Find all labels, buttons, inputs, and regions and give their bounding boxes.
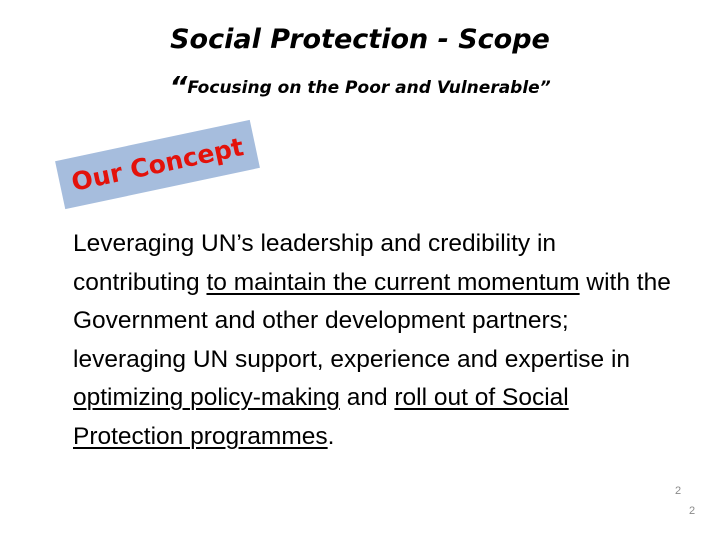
body-segment: Leveraging UN’s leadership and credibility in contributing <box>73 230 557 296</box>
body-segment-underlined: to maintain the current momentum <box>206 268 580 296</box>
subtitle-open-quote: “ <box>169 70 188 103</box>
body-paragraph <box>73 225 673 456</box>
badge-label: Our Concept <box>68 132 247 197</box>
slide-subtitle <box>0 72 720 103</box>
slide-title: Social Protection - Scope <box>170 24 550 55</box>
page-number: 2 <box>675 485 682 497</box>
body-segment-underlined: roll out of Social Protection programmes <box>73 384 569 450</box>
body-segment: with the Government and other development partners; leveraging UN support, experience and expertise in <box>73 268 671 373</box>
body-segment: . <box>327 422 335 450</box>
subtitle-text: Focusing on the Poor and Vulnerable” <box>187 78 551 98</box>
body-segment-underlined: optimizing policy-making <box>73 384 340 411</box>
body-segment: and <box>339 384 395 411</box>
our-concept-badge <box>55 120 260 209</box>
slide-number: 2 <box>689 505 696 517</box>
